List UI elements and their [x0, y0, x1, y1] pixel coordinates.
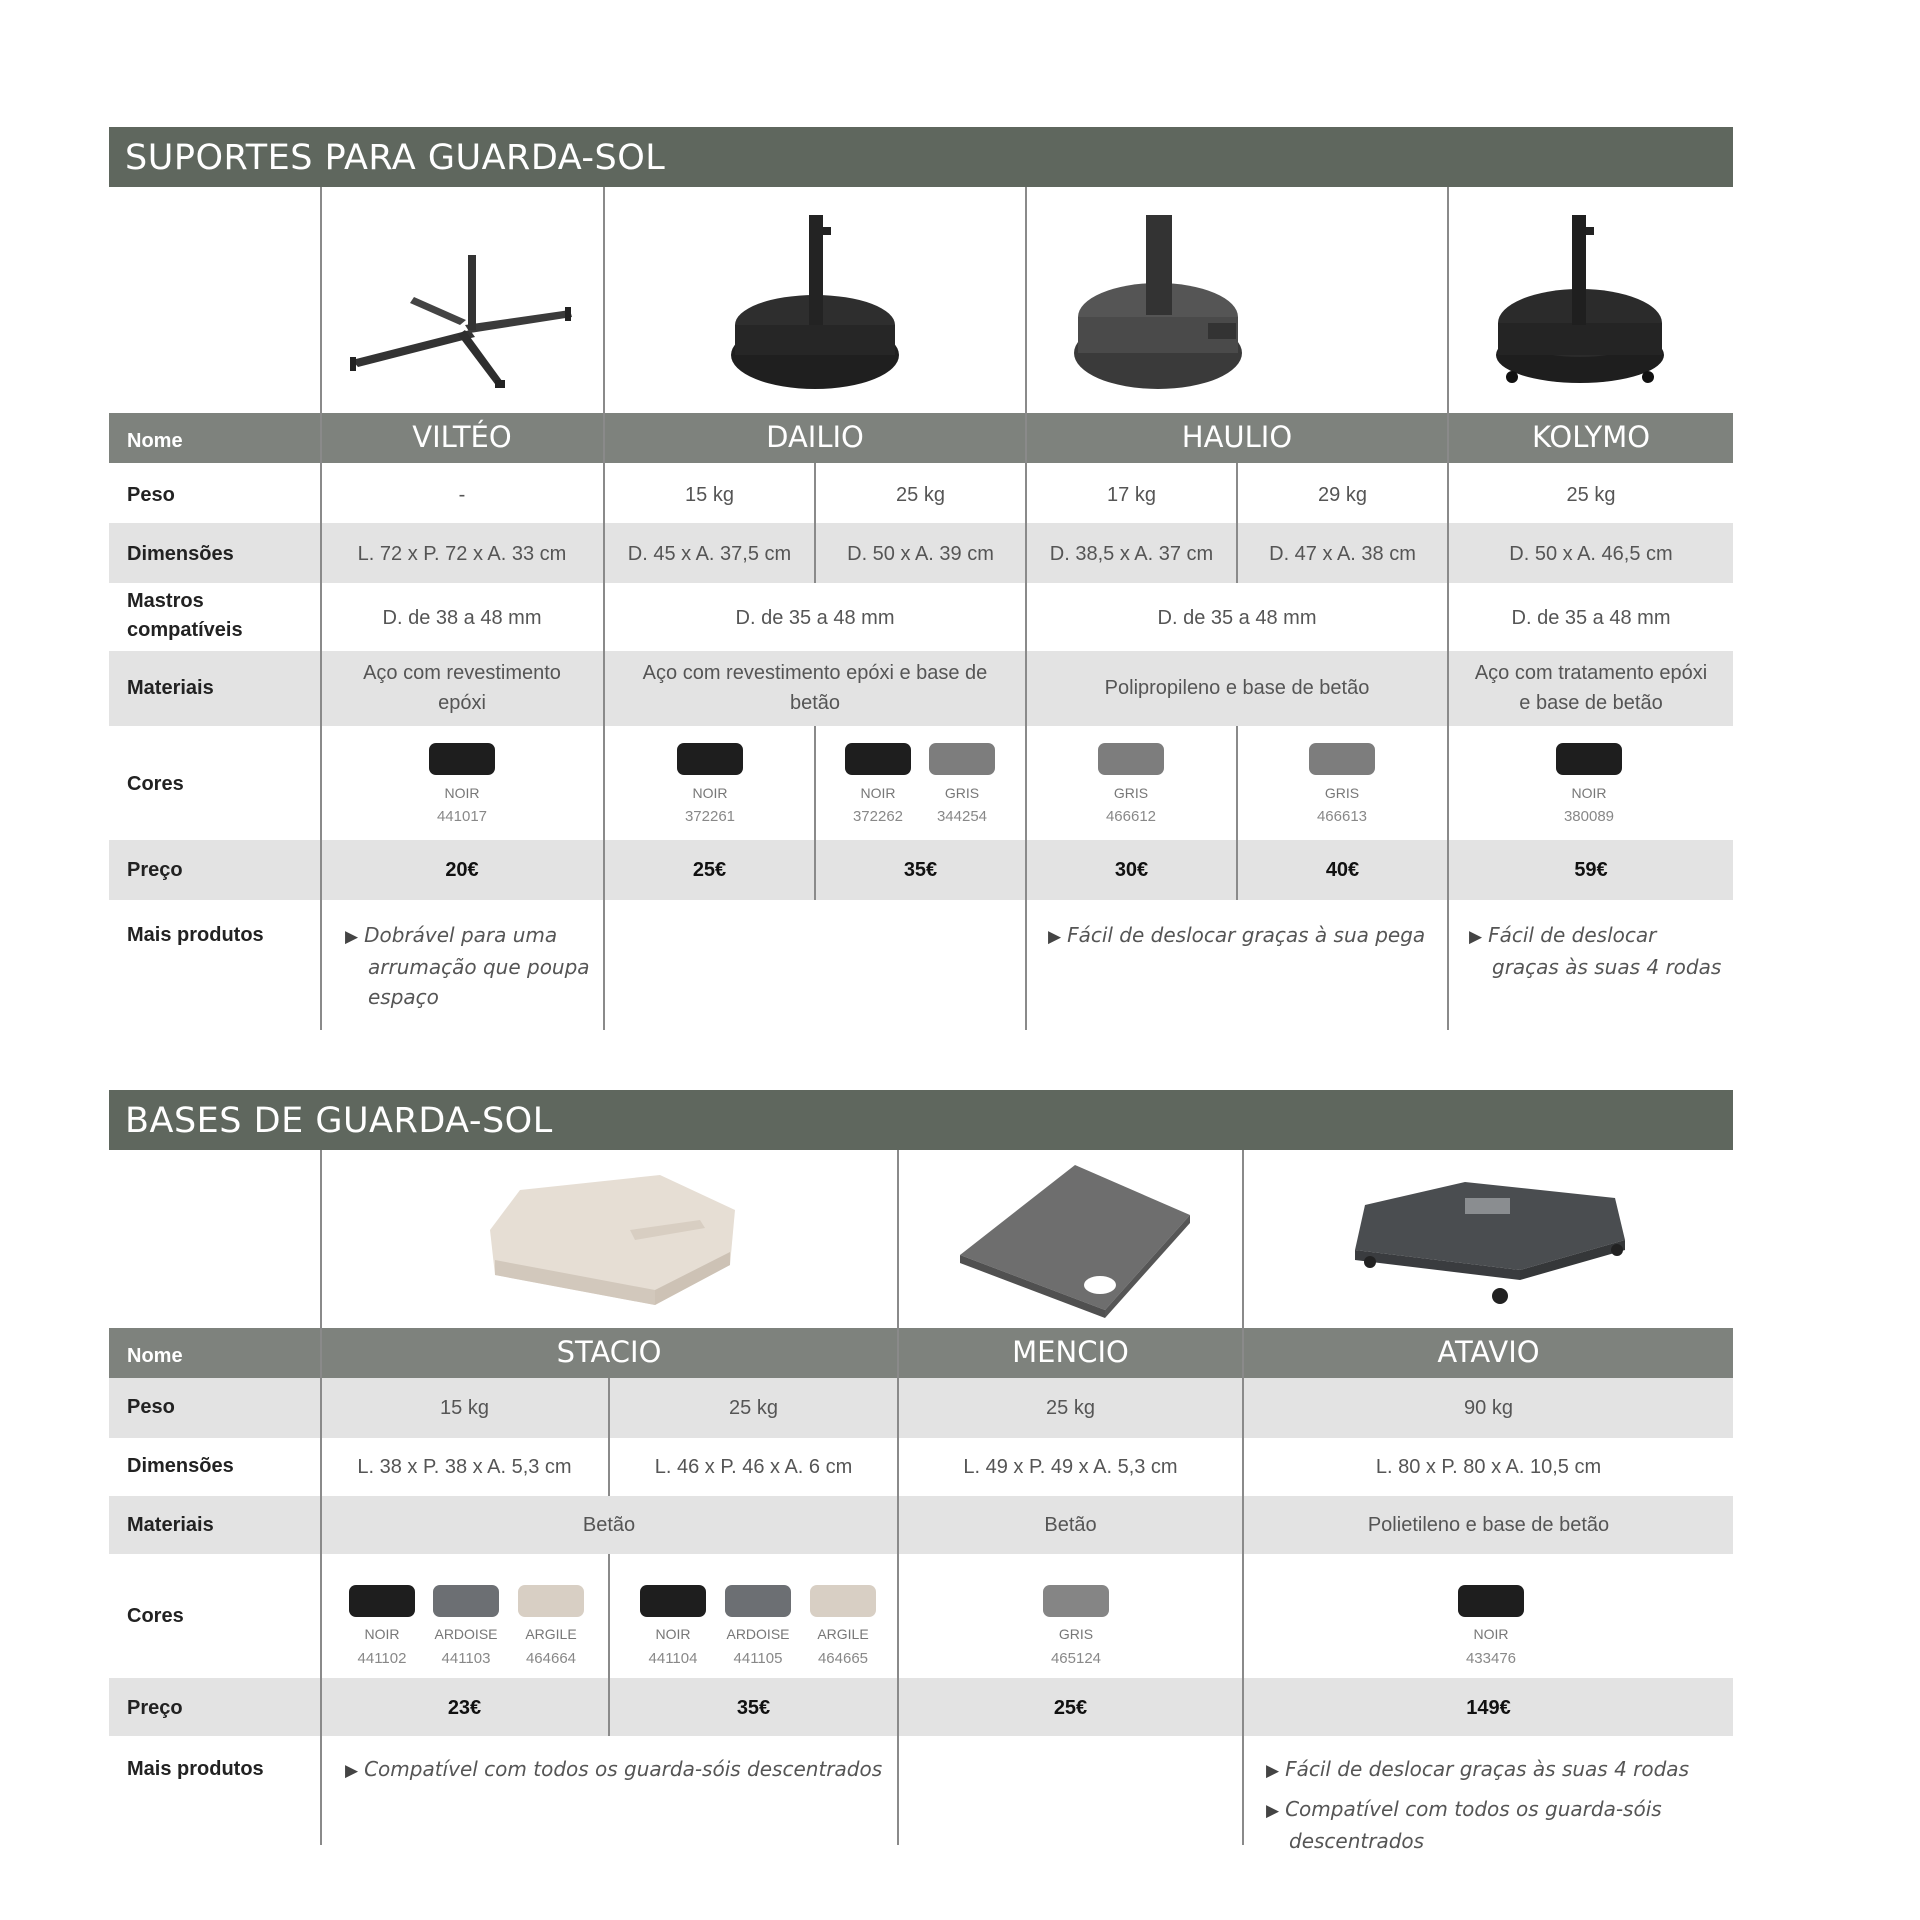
mais-produtos-atavio: ▶ Fácil de deslocar graças às suas 4 rodas ▶ Compatível com todos os guarda-sóis descentrados — [1266, 1757, 1689, 1853]
dailio-image — [725, 205, 905, 395]
color-name: NOIR — [444, 785, 480, 801]
dimensoes-value: L. 49 x P. 49 x A. 5,3 cm — [963, 1456, 1178, 1478]
mastros-value: D. de 35 a 48 mm — [1511, 607, 1671, 629]
price-value: 23€ — [447, 1697, 482, 1719]
color-swatch — [810, 1585, 876, 1617]
mencio-image — [955, 1160, 1195, 1320]
divider — [320, 1150, 322, 1845]
label-peso: Peso — [127, 1396, 175, 1418]
peso-value: 25 kg — [896, 484, 945, 506]
color-name: ARDOISE — [434, 1626, 498, 1642]
mais-produtos-kolymo: ▶ Fácil de deslocar graças às suas 4 rodas — [1469, 923, 1722, 979]
materiais-value: Betão — [1044, 1514, 1097, 1536]
color-name: NOIR — [1571, 785, 1607, 801]
peso-value: 25 kg — [729, 1397, 778, 1419]
mastros-value: D. de 35 a 48 mm — [735, 607, 895, 629]
color-swatch — [1458, 1585, 1524, 1617]
color-code: 372261 — [684, 808, 736, 825]
label-peso: Peso — [127, 484, 175, 506]
mastros-value: D. de 38 a 48 mm — [382, 607, 542, 629]
bullet-triangle-icon: ▶ — [1048, 927, 1062, 947]
label-cores: Cores — [127, 773, 184, 795]
peso-value: 29 kg — [1318, 484, 1367, 506]
product-name-dailio: DAILIO — [766, 420, 864, 454]
label-nome: Nome — [127, 1345, 183, 1367]
price-value: 59€ — [1574, 859, 1608, 881]
color-name: NOIR — [364, 1626, 400, 1642]
color-name: GRIS — [1113, 785, 1149, 801]
color-code: 344254 — [936, 808, 988, 825]
dimensoes-value: D. 47 x A. 38 cm — [1269, 543, 1416, 565]
dimensoes-value: L. 46 x P. 46 x A. 6 cm — [654, 1456, 853, 1478]
label-materiais: Materiais — [127, 677, 214, 699]
price-value: 35€ — [903, 859, 938, 881]
price-value: 30€ — [1114, 859, 1149, 881]
price-value: 25€ — [692, 859, 727, 881]
color-swatch — [725, 1585, 791, 1617]
bullet-triangle-icon: ▶ — [345, 927, 359, 947]
dimensoes-value: L. 80 x P. 80 x A. 10,5 cm — [1375, 1456, 1602, 1478]
label-compativeis: compatíveis — [127, 619, 243, 641]
product-name-vilteo: VILTÉO — [412, 420, 512, 454]
color-swatch — [433, 1585, 499, 1617]
label-dimensoes: Dimensões — [127, 543, 234, 565]
color-swatch — [677, 743, 743, 775]
color-swatch — [1098, 743, 1164, 775]
bullet-triangle-icon: ▶ — [1266, 1761, 1280, 1781]
color-swatch — [1043, 1585, 1109, 1617]
color-swatch — [929, 743, 995, 775]
color-code: 433476 — [1465, 1650, 1517, 1667]
color-name: GRIS — [944, 785, 980, 801]
materiais-value: Polietileno e base de betão — [1367, 1514, 1610, 1536]
bullet-triangle-icon: ▶ — [1469, 927, 1483, 947]
vilteo-image — [340, 245, 580, 395]
price-value: 20€ — [445, 859, 479, 881]
mais-produtos-vilteo: ▶ Dobrável para uma arrumação que poupa espaço — [345, 923, 590, 1009]
peso-value: 25 kg — [1046, 1397, 1095, 1419]
color-swatch — [518, 1585, 584, 1617]
label-preco: Preço — [127, 859, 183, 881]
color-code: 441104 — [648, 1650, 698, 1667]
mais-produtos-stacio: ▶ Compatível com todos os guarda-sóis descentrados — [345, 1757, 883, 1781]
color-name: ARGILE — [817, 1626, 869, 1642]
color-name: ARGILE — [525, 1626, 577, 1642]
color-code: 441017 — [436, 808, 488, 825]
materiais-value: Aço com revestimento epóxi — [363, 662, 561, 714]
color-swatch — [429, 743, 495, 775]
divider — [897, 1150, 899, 1845]
color-name: ARDOISE — [726, 1626, 790, 1642]
peso-value: 90 kg — [1464, 1397, 1513, 1419]
section-title-suportes: SUPORTES PARA GUARDA-SOL — [109, 127, 1733, 187]
color-code: 464665 — [817, 1650, 869, 1667]
color-code: 465124 — [1050, 1650, 1102, 1667]
color-swatch — [845, 743, 911, 775]
section-title-bases: BASES DE GUARDA-SOL — [109, 1090, 1733, 1150]
bullet-triangle-icon: ▶ — [345, 1761, 359, 1781]
dimensoes-value: L. 72 x P. 72 x A. 33 cm — [357, 543, 567, 565]
label-mais-produtos: Mais produtos — [127, 1758, 264, 1780]
label-materiais: Materiais — [127, 1514, 214, 1536]
color-swatch — [349, 1585, 415, 1617]
label-mais-produtos: Mais produtos — [127, 924, 264, 946]
dimensoes-value: L. 38 x P. 38 x A. 5,3 cm — [357, 1456, 572, 1478]
dimensoes-value: D. 38,5 x A. 37 cm — [1049, 543, 1214, 565]
product-name-mencio: MENCIO — [1012, 1335, 1129, 1369]
label-preco: Preço — [127, 1697, 183, 1719]
price-value: 35€ — [736, 1697, 771, 1719]
materiais-value: Aço com tratamento epóxi e base de betão — [1474, 662, 1708, 714]
peso-value: 15 kg — [685, 484, 734, 506]
color-swatch — [1556, 743, 1622, 775]
color-name: NOIR — [655, 1626, 691, 1642]
color-code: 441103 — [441, 1650, 491, 1667]
color-name: GRIS — [1058, 1626, 1094, 1642]
product-name-atavio: ATAVIO — [1437, 1335, 1540, 1369]
mastros-value: D. de 35 a 48 mm — [1157, 607, 1317, 629]
haulio-image — [1068, 205, 1248, 395]
color-name: NOIR — [692, 785, 728, 801]
dimensoes-value: D. 50 x A. 46,5 cm — [1509, 543, 1673, 565]
color-swatch — [1309, 743, 1375, 775]
color-code: 380089 — [1563, 808, 1615, 825]
label-mastros: Mastros — [127, 590, 204, 612]
price-value: 40€ — [1325, 859, 1360, 881]
price-value: 149€ — [1466, 1697, 1511, 1719]
dimensoes-value: D. 45 x A. 37,5 cm — [627, 543, 792, 565]
bullet-triangle-icon: ▶ — [1266, 1801, 1280, 1821]
peso-value: 25 kg — [1566, 484, 1616, 506]
materiais-value: Betão — [582, 1514, 636, 1536]
label-dimensoes: Dimensões — [127, 1455, 234, 1477]
color-code: 441105 — [733, 1650, 783, 1667]
label-cores: Cores — [127, 1605, 184, 1627]
materiais-value: Polipropileno e base de betão — [1104, 677, 1370, 699]
mais-produtos-haulio: ▶ Fácil de deslocar graças à sua pega — [1048, 923, 1426, 947]
atavio-image — [1345, 1170, 1635, 1320]
color-code: 372262 — [852, 808, 904, 825]
materiais-value: Aço com revestimento epóxi e base de betão — [642, 662, 988, 714]
color-code: 441102 — [357, 1650, 407, 1667]
label-nome: Nome — [127, 430, 183, 452]
stacio-image — [480, 1170, 740, 1310]
color-swatch — [640, 1585, 706, 1617]
dimensoes-value: D. 50 x A. 39 cm — [847, 543, 994, 565]
color-code: 464664 — [525, 1650, 577, 1667]
color-code: 466613 — [1316, 808, 1368, 825]
kolymo-image — [1490, 205, 1670, 395]
color-name: NOIR — [1473, 1626, 1509, 1642]
price-value: 25€ — [1053, 1697, 1088, 1719]
product-name-kolymo: KOLYMO — [1531, 420, 1651, 454]
divider — [1242, 1150, 1244, 1845]
peso-value: 17 kg — [1107, 484, 1156, 506]
peso-value: 15 kg — [440, 1397, 489, 1419]
color-code: 466612 — [1105, 808, 1157, 825]
peso-value: - — [458, 484, 466, 506]
product-name-haulio: HAULIO — [1181, 420, 1293, 454]
color-name: GRIS — [1324, 785, 1360, 801]
product-name-stacio: STACIO — [556, 1335, 662, 1369]
color-name: NOIR — [860, 785, 896, 801]
